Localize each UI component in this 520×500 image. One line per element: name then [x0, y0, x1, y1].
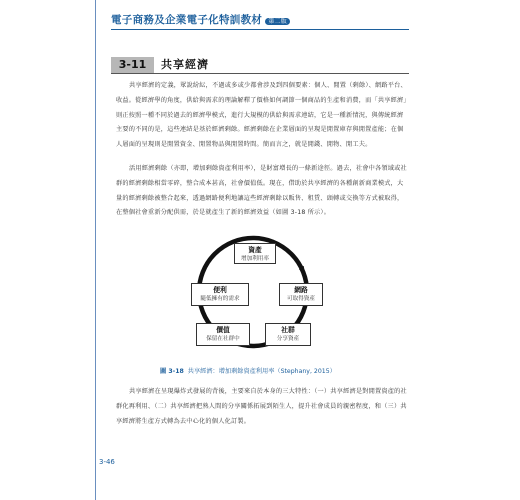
section-title: 共享經濟: [161, 58, 209, 71]
figure-number: 圖 3-18: [160, 368, 184, 375]
node-value: [196, 323, 250, 346]
node-convenience: [191, 283, 249, 306]
paragraph-2: 活用經濟剩餘（亦即，增加剩餘資產利用率），是財富增長的一條新途徑。過去，社會中各領域或社群的經濟剩餘相當零碎，整合成本甚高，社會價值低。現在，借助於共享經濟的各種創新商業模式，大量的經濟剩餘被整合起來，透過網路便利地讓這些經濟剩餘以販售、租賃、頭轉或交換等方式被取得，在整個社會重新分配供需，於是就產生了新的經濟效益（如圖 3-18 所示）。: [116, 165, 407, 217]
paragraph-1: 共享經濟的定義，眾說紛紜，不過或多或少都會涉及到四個要素：個人、閒置（剩餘）、網路平台、收益。從經濟學的角度，供給與需求的理論解釋了價格如何調節一個商品的生產和消費，而「共享經濟」則正按照一種不同於過去的經濟學模式，進行大規模的供給與需求連結，它是一種新情況，與傳統經濟主要的不同的是，這些連結是基於經濟剩餘。經濟剩餘在企業層面的呈現是閒置庫存與閒置產能；在個人層面的呈現則是閒置資金、閒置物品與閒置時間。簡而言之，就是閒錢、閒物、閒工夫。: [116, 82, 407, 149]
figure-caption-text: 共享經濟：增加剩餘資產利用率（Stephany, 2015）: [187, 368, 336, 375]
node-network-sub: 可取得資產: [287, 296, 315, 302]
node-value-sub: 保留在社群中: [206, 336, 240, 342]
node-community-title: 社群: [281, 326, 295, 334]
node-community-sub: 分享資產: [276, 336, 300, 342]
paragraph-3: 共享經濟在呈現爆炸式發展的背後，主要來自於本身的三大特性：（一）共享經濟是對閒置資產的社群化再利用、（二）共享經濟把熟人間的分享關係拓展到陌生人，提升社會成員的親密程度，和（三）共享經濟將生產方式轉為去中心化的個人化訂製。: [116, 388, 407, 425]
node-network-title: 網路: [294, 286, 308, 294]
node-network: [279, 283, 323, 306]
node-asset: [234, 243, 276, 264]
node-convenience-sub: 隨低擁有的需求: [200, 296, 240, 302]
book-title: 電子商務及企業電子化特訓教材: [111, 14, 263, 26]
page-number: 3-46: [99, 458, 115, 466]
node-asset-title: 資產: [248, 246, 262, 254]
node-asset-sub: 增加利用率: [241, 256, 269, 262]
section-number: 3-11: [111, 57, 154, 73]
node-community: [265, 323, 311, 346]
node-convenience-title: 便利: [213, 286, 227, 294]
figure-caption: [160, 366, 336, 375]
edition-badge: 第二版: [265, 18, 290, 25]
node-value-title: 價值: [216, 326, 230, 334]
